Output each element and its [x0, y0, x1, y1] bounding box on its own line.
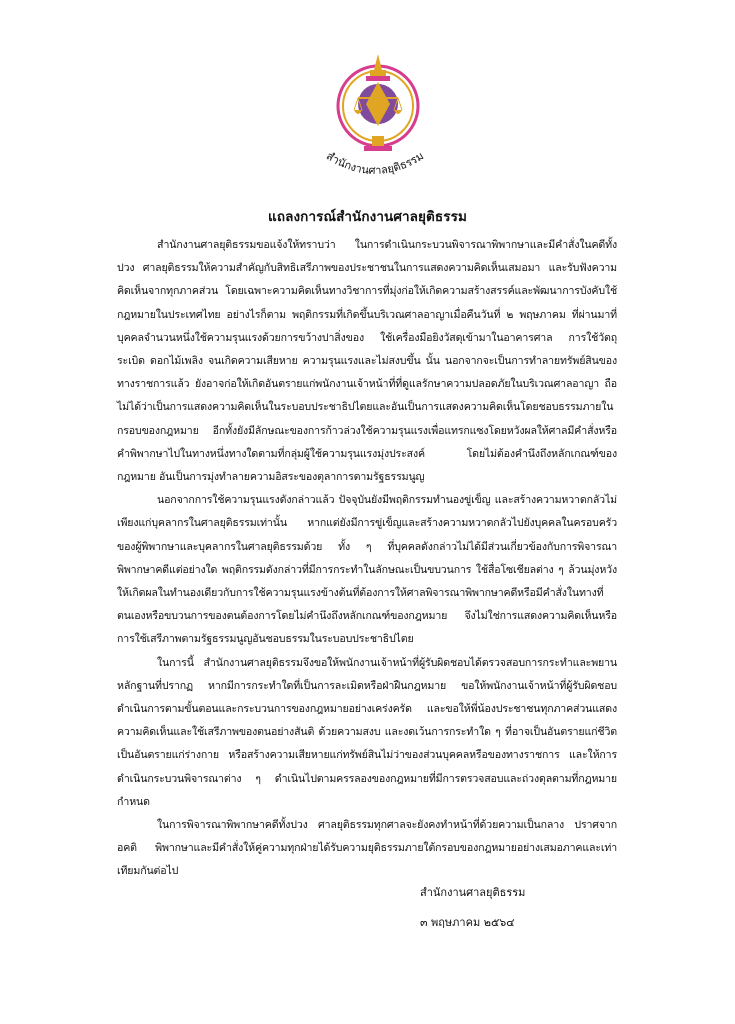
- emblem-caption: [290, 140, 460, 200]
- signature-block: [420, 878, 525, 938]
- emblem-caption-text: สำนักงานศาลยุติธรรม: [324, 149, 427, 178]
- page-title: แถลงการณ์สำนักงานศาลยุติธรรม: [268, 209, 467, 225]
- statement-body: [117, 234, 617, 884]
- paragraph-3: ในการนี้ สำนักงานศาลยุติธรรมจึงขอให้พนักงานเจ้าหน้าที่ผู้รับผิดชอบได้ตรวจสอบการกระทำและพยานหลักฐานที่ปรากฏ หากมีการกระทำใดที่เป็นการละเมิดหรือฝ่าฝืนกฎหมาย ขอให้พนักงานเจ้าหน้าที่ผู้รับผิดชอบดำเนินการตามขั้นตอนและกระบวนการของกฎหมายอย่างเคร่งครัด และขอให้พี่น้องประชาชนทุกภาคส่วนแสดงความคิดเห็นและใช้เสรีภาพของตนอย่างสันติ ด้วยความสงบ และงดเว้นการกระทำใด ๆ ที่อาจเป็นอันตรายแก่ชีวิตเป็นอันตรายแก่ร่างกาย หรือสร้างความเสียหายแก่ทรัพย์สินไม่ว่าของส่วนบุคคลหรือของทางราชการ และให้การดำเนินกระบวนพิจารณาต่าง ๆ ดำเนินไปตามครรลองของกฎหมายที่มีการตรวจสอบและถ่วงดุลตามที่กฎหมายกำหนด: [117, 656, 617, 808]
- paragraph-2: นอกจากการใช้ความรุนแรงดังกล่าวแล้ว ปัจจุบันยังมีพฤติกรรมทำนองขู่เข็ญ และสร้างความหวาดกลัวไม่เพียงแก่บุคลากรในศาลยุติธรรมเท่านั้น หากแต่ยังมีการขู่เข็ญและสร้างความหวาดกลัวไปยังบุคคลในครอบครัวของผู้พิพากษาและบุคลากรในศาลยุติธรรมด้วย ทั้ง ๆ ที่บุคคลดังกล่าวไม่ได้มีส่วนเกี่ยวข้องกับการพิจารณาพิพากษาคดีแต่อย่างใด พฤติกรรมดังกล่าวที่มีการกระทำในลักษณะเป็นขบวนการ ใช้สื่อโซเชียลต่าง ๆ ล้วนมุ่งหวังให้เกิดผลในทำนองเดียวกับการใช้ความรุนแรงข้างต้นที่ต้องการให้ศาลพิจารณาพิพากษาคดีหรือมีคำสั่งในทางที่ตนเองหรือขบวนการของตนต้องการโดยไม่คำนึงถึงหลักเกณฑ์ของกฎหมาย จึงไม่ใช่การแสดงความคิดเห็นหรือการใช้เสรีภาพตามรัฐธรรมนูญอันชอบธรรมในระบอบประชาธิปไตย: [117, 494, 617, 646]
- signature-date: ๓ พฤษภาคม ๒๕๖๔: [420, 916, 515, 929]
- signature-organization: สำนักงานศาลยุติธรรม: [420, 886, 526, 899]
- svg-text:สำนักงานศาลยุติธรรม: [324, 149, 426, 177]
- paragraph-4: ในการพิจารณาพิพากษาคดีทั้งปวง ศาลยุติธรรมทุกศาลจะยังคงทำหน้าที่ด้วยความเป็นกลาง ปราศจากอคติ พิพากษาและมีคำสั่งให้คู่ความทุกฝ่ายได้รับความยุติธรรมภายใต้กรอบของกฎหมายอย่างเสมอภาคและเท่าเทียมกันต่อไป: [117, 819, 617, 878]
- paragraph-1: สำนักงานศาลยุติธรรมขอแจ้งให้ทราบว่า ในการดำเนินกระบวนพิจารณาพิพากษาและมีคำสั่งในคดีทั้งปวง ศาลยุติธรรมให้ความสำคัญกับสิทธิเสรีภาพของประชาชนในการแสดงความคิดเห็นเสมอมา และรับฟังความคิดเห็นจากทุกภาคส่วน โดยเฉพาะความคิดเห็นทางวิชาการที่มุ่งก่อให้เกิดความสร้างสรรค์และพัฒนาการบังคับใช้กฎหมายในประเทศไทย อย่างไรก็ตาม พฤติกรรมที่เกิดขึ้นบริเวณศาลอาญาเมื่อคืนวันที่ ๒ พฤษภาคม ที่ผ่านมาที่บุคคลจำนวนหนึ่งใช้ความรุนแรงด้วยการขว้างปาสิ่งของ ใช้เครื่องมือยิงวัสดุเข้ามาในอาคารศาล การใช้วัตถุระเบิด ดอกไม้เพลิง จนเกิดความเสียหาย ความรุนแรงและไม่สงบขึ้น นั้น นอกจากจะเป็นการทำลายทรัพย์สินของทางราชการแล้ว ยังอาจก่อให้เกิดอันตรายแก่พนักงานเจ้าหน้าที่ที่ดูแลรักษาความปลอดภัยในบริเวณศาลอาญา ถือไม่ได้ว่าเป็นการแสดงความคิดเห็นในระบอบประชาธิปไตยและอันเป็นการแสดงความคิดเห็นโดยชอบธรรมภายในกรอบของกฎหมาย อีกทั้งยังมีลักษณะของการก้าวล่วงใช้ความรุนแรงเพื่อแทรกแซงโดยหวังผลให้ศาลมีคำสั่งหรือคำพิพากษาไปในทางหนึ่งทางใดตามที่กลุ่มผู้ใช้ความรุนแรงมุ่งประสงค์ โดยไม่ต้องคำนึงถึงหลักเกณฑ์ของกฎหมาย อันเป็นการมุ่งทำลายความอิสระของตุลาการตามรัฐธรรมนูญ: [117, 239, 617, 484]
